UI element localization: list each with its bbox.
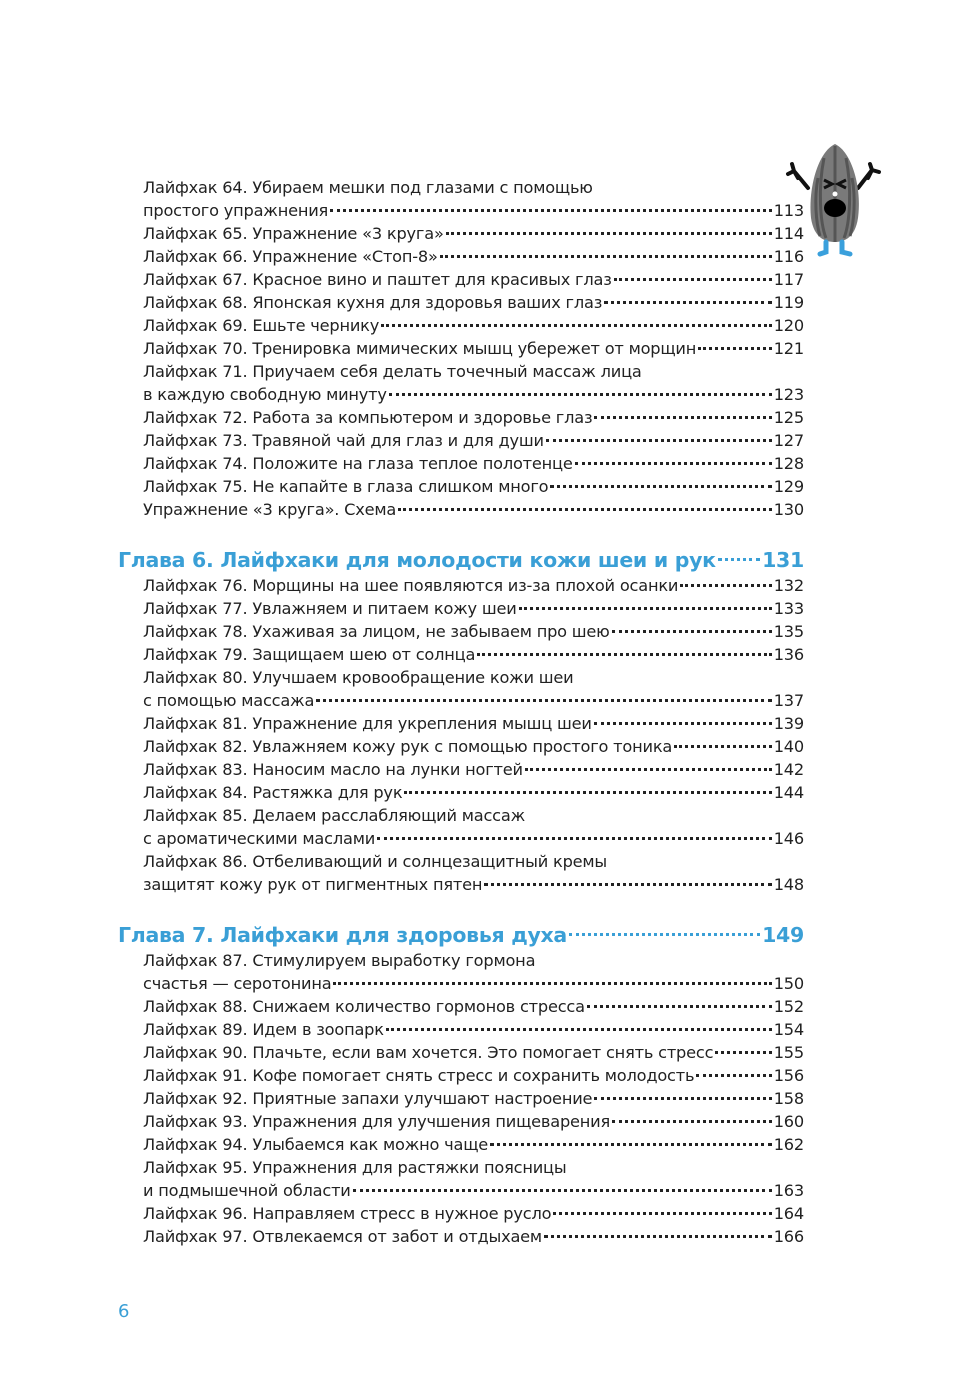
toc-entry [143, 268, 804, 291]
entry-title: Лайфхак 78. Ухаживая за лицом, не забываем про шею [143, 622, 610, 641]
dot-leader [330, 209, 772, 212]
toc-entry [143, 620, 804, 643]
entry-title: Лайфхак 84. Растяжка для рук [143, 783, 403, 802]
entry-title: Глава 6. Лайфхаки для молодости кожи шеи и рук [118, 548, 716, 572]
toc-entry [143, 1087, 804, 1110]
entry-line [143, 804, 804, 827]
dot-leader [575, 462, 772, 465]
entry-title: Лайфхак 71. Приучаем себя делать точечный массаж лица [143, 362, 642, 381]
dot-leader [614, 278, 772, 281]
entry-line [143, 972, 804, 995]
dot-leader [316, 699, 772, 702]
dot-leader [674, 745, 772, 748]
entry-title: с ароматическими маслами [143, 829, 376, 848]
entry-line [143, 498, 804, 521]
toc-entry [143, 643, 804, 666]
toc-entry [143, 995, 804, 1018]
entry-title: Лайфхак 83. Наносим масло на лунки ногтей [143, 760, 523, 779]
toc-entry [143, 1110, 804, 1133]
toc-entry [143, 949, 804, 995]
dot-leader [587, 1005, 772, 1008]
entry-title: Лайфхак 74. Положите на глаза теплое полотенце [143, 454, 573, 473]
entry-title: с помощью массажа [143, 691, 315, 710]
dot-leader [544, 1235, 772, 1238]
entry-line [143, 666, 804, 689]
entry-title: в каждую свободную минуту [143, 385, 387, 404]
toc-entry [143, 1018, 804, 1041]
entry-page-number: 148 [773, 875, 804, 894]
entry-title: Лайфхак 88. Снижаем количество гормонов стресса [143, 997, 585, 1016]
toc-entry [143, 429, 804, 452]
dot-leader [381, 324, 772, 327]
entry-line [143, 758, 804, 781]
dot-leader [484, 883, 771, 886]
toc-entry [143, 498, 804, 521]
toc-entry [143, 735, 804, 758]
entry-line [143, 712, 804, 735]
entry-page-number: 150 [773, 974, 804, 993]
toc-entry [143, 291, 804, 314]
dot-leader [594, 416, 771, 419]
entry-page-number: 135 [773, 622, 804, 641]
entry-page-number: 120 [773, 316, 804, 335]
table-of-contents [118, 176, 804, 1248]
entry-title: Лайфхак 79. Защищаем шею от солнца [143, 645, 476, 664]
entry-line [143, 597, 804, 620]
entry-line [143, 1202, 804, 1225]
dot-leader [604, 301, 772, 304]
entry-page-number: 136 [773, 645, 804, 664]
entry-line [143, 1179, 804, 1202]
toc-entry [143, 597, 804, 620]
entry-line [143, 268, 804, 291]
toc-entry [143, 781, 804, 804]
entry-page-number: 121 [773, 339, 804, 358]
dot-leader [550, 485, 771, 488]
entry-line [143, 850, 804, 873]
dot-leader [353, 1189, 772, 1192]
dot-leader [546, 439, 772, 442]
toc-entry [143, 1133, 804, 1156]
entry-line [143, 873, 804, 896]
entry-page-number: 114 [773, 224, 804, 243]
entry-line [143, 291, 804, 314]
entry-line [143, 176, 804, 199]
entry-title: Лайфхак 65. Упражнение «3 круга» [143, 224, 444, 243]
entry-title: Лайфхак 72. Работа за компьютером и здоровье глаз [143, 408, 593, 427]
entry-page-number: 154 [773, 1020, 804, 1039]
dot-leader [477, 653, 771, 656]
dot-leader [377, 837, 772, 840]
entry-title: защитят кожу рук от пигментных пятен [143, 875, 483, 894]
page-number: 6 [118, 1301, 130, 1322]
entry-title: Лайфхак 87. Стимулируем выработку гормона [143, 951, 536, 970]
entry-page-number: 131 [762, 548, 804, 572]
entry-title: Лайфхак 66. Упражнение «Стоп-8» [143, 247, 438, 266]
entry-title: Глава 7. Лайфхаки для здоровья духа [118, 923, 567, 947]
entry-title: Лайфхак 73. Травяной чай для глаз и для души [143, 431, 544, 450]
entry-line [143, 1087, 804, 1110]
entry-title: Лайфхак 77. Увлажняем и питаем кожу шеи [143, 599, 517, 618]
entry-title: Упражнение «3 круга». Схема [143, 500, 397, 519]
dot-leader [680, 584, 771, 587]
entry-title: Лайфхак 92. Приятные запахи улучшают настроение [143, 1089, 593, 1108]
entry-title: Лайфхак 68. Японская кухня для здоровья ваших глаз [143, 293, 603, 312]
toc-entry [143, 337, 804, 360]
entry-page-number: 133 [773, 599, 804, 618]
toc-entry [143, 850, 804, 896]
entry-page-number: 128 [773, 454, 804, 473]
entry-page-number: 127 [773, 431, 804, 450]
toc-entry [143, 712, 804, 735]
entry-page-number: 166 [773, 1227, 804, 1246]
toc-entry [143, 452, 804, 475]
dot-leader [612, 1120, 772, 1123]
entry-line [143, 222, 804, 245]
entry-title: Лайфхак 93. Упражнения для улучшения пищеварения [143, 1112, 611, 1131]
entry-page-number: 130 [773, 500, 804, 519]
dot-leader [398, 508, 772, 511]
entry-title: Лайфхак 76. Морщины на шее появляются из-за плохой осанки [143, 576, 679, 595]
entry-page-number: 140 [773, 737, 804, 756]
entry-page-number: 142 [773, 760, 804, 779]
entry-line [143, 1156, 804, 1179]
dot-leader [718, 558, 760, 561]
entry-line [143, 475, 804, 498]
toc-entry [143, 1225, 804, 1248]
entry-line [143, 620, 804, 643]
dot-leader [569, 933, 760, 936]
toc-entry [143, 1064, 804, 1087]
entry-page-number: 116 [773, 247, 804, 266]
entry-title: Лайфхак 95. Упражнения для растяжки поясницы [143, 1158, 567, 1177]
entry-line [143, 1018, 804, 1041]
entry-line [143, 383, 804, 406]
entry-title: Лайфхак 81. Упражнение для укрепления мышц шеи [143, 714, 592, 733]
entry-page-number: 162 [773, 1135, 804, 1154]
entry-line [143, 337, 804, 360]
dot-leader [490, 1143, 772, 1146]
dot-leader [446, 232, 772, 235]
dot-leader [594, 1097, 771, 1100]
entry-page-number: 132 [773, 576, 804, 595]
toc-entry [143, 666, 804, 712]
entry-title: Лайфхак 64. Убираем мешки под глазами с помощью [143, 178, 593, 197]
entry-line [143, 781, 804, 804]
entry-line [143, 452, 804, 475]
entry-page-number: 137 [773, 691, 804, 710]
entry-line [143, 429, 804, 452]
entry-line [143, 735, 804, 758]
toc-entry [143, 1156, 804, 1202]
dot-leader [440, 255, 772, 258]
toc-entry [143, 222, 804, 245]
entry-page-number: 123 [773, 385, 804, 404]
entry-page-number: 113 [773, 201, 804, 220]
entry-line [143, 1110, 804, 1133]
entry-line [143, 360, 804, 383]
toc-entry [143, 475, 804, 498]
entry-page-number: 139 [773, 714, 804, 733]
dot-leader [333, 982, 771, 985]
entry-page-number: 156 [773, 1066, 804, 1085]
toc-entry [143, 804, 804, 850]
entry-page-number: 146 [773, 829, 804, 848]
entry-page-number: 164 [773, 1204, 804, 1223]
dot-leader [519, 607, 772, 610]
entry-title: простого упражнения [143, 201, 329, 220]
entry-line [143, 827, 804, 850]
toc-entry [143, 574, 804, 597]
entry-title: и подмышечной области [143, 1181, 351, 1200]
entry-title: Лайфхак 82. Увлажняем кожу рук с помощью простого тоника [143, 737, 673, 756]
dot-leader [553, 1212, 771, 1215]
entry-page-number: 158 [773, 1089, 804, 1108]
entry-line [143, 574, 804, 597]
entry-page-number: 149 [762, 923, 804, 947]
entry-title: Лайфхак 69. Ешьте чернику [143, 316, 380, 335]
entry-line [143, 1133, 804, 1156]
entry-line [143, 1041, 804, 1064]
entry-page-number: 129 [773, 477, 804, 496]
chapter-heading [118, 545, 804, 575]
entry-title: Лайфхак 86. Отбеливающий и солнцезащитный кремы [143, 852, 607, 871]
entry-line [143, 199, 804, 222]
entry-line [143, 949, 804, 972]
dot-leader [715, 1051, 771, 1054]
entry-title: счастья — серотонина [143, 974, 332, 993]
entry-page-number: 155 [773, 1043, 804, 1062]
dot-leader [594, 722, 772, 725]
toc-entry [143, 245, 804, 268]
entry-page-number: 160 [773, 1112, 804, 1131]
entry-page-number: 152 [773, 997, 804, 1016]
entry-title: Лайфхак 90. Плачьте, если вам хочется. Это помогает снять стресс [143, 1043, 714, 1062]
entry-title: Лайфхак 67. Красное вино и паштет для красивых глаз [143, 270, 612, 289]
entry-line [143, 314, 804, 337]
entry-title: Лайфхак 91. Кофе помогает снять стресс и сохранить молодость [143, 1066, 695, 1085]
toc-entry [143, 360, 804, 406]
entry-line [143, 1064, 804, 1087]
chapter-heading [118, 920, 804, 950]
dot-leader [612, 630, 772, 633]
toc-entry [143, 176, 804, 222]
dot-leader [404, 791, 771, 794]
entry-title: Лайфхак 96. Направляем стресс в нужное русло [143, 1204, 552, 1223]
entry-title: Лайфхак 94. Улыбаемся как можно чаще [143, 1135, 489, 1154]
toc-entry [143, 314, 804, 337]
entry-page-number: 163 [773, 1181, 804, 1200]
toc-entry [143, 406, 804, 429]
entry-title: Лайфхак 89. Идем в зоопарк [143, 1020, 384, 1039]
dot-leader [696, 1074, 771, 1077]
entry-title: Лайфхак 70. Тренировка мимических мышц убережет от морщин [143, 339, 697, 358]
dot-leader [698, 347, 772, 350]
entry-line [143, 995, 804, 1018]
entry-line [143, 245, 804, 268]
entry-title: Лайфхак 75. Не капайте в глаза слишком много [143, 477, 549, 496]
entry-title: Лайфхак 85. Делаем расслабляющий массаж [143, 806, 525, 825]
toc-entry [143, 1202, 804, 1225]
toc-entry [143, 1041, 804, 1064]
entry-line [143, 1225, 804, 1248]
entry-title: Лайфхак 80. Улучшаем кровообращение кожи шеи [143, 668, 574, 687]
entry-page-number: 119 [773, 293, 804, 312]
entry-page-number: 117 [773, 270, 804, 289]
entry-title: Лайфхак 97. Отвлекаемся от забот и отдыхаем [143, 1227, 542, 1246]
dot-leader [386, 1028, 772, 1031]
entry-line [143, 689, 804, 712]
dot-leader [389, 393, 772, 396]
dot-leader [525, 768, 772, 771]
entry-line [143, 406, 804, 429]
entry-line [143, 643, 804, 666]
entry-page-number: 125 [773, 408, 804, 427]
toc-entry [143, 758, 804, 781]
entry-page-number: 144 [773, 783, 804, 802]
